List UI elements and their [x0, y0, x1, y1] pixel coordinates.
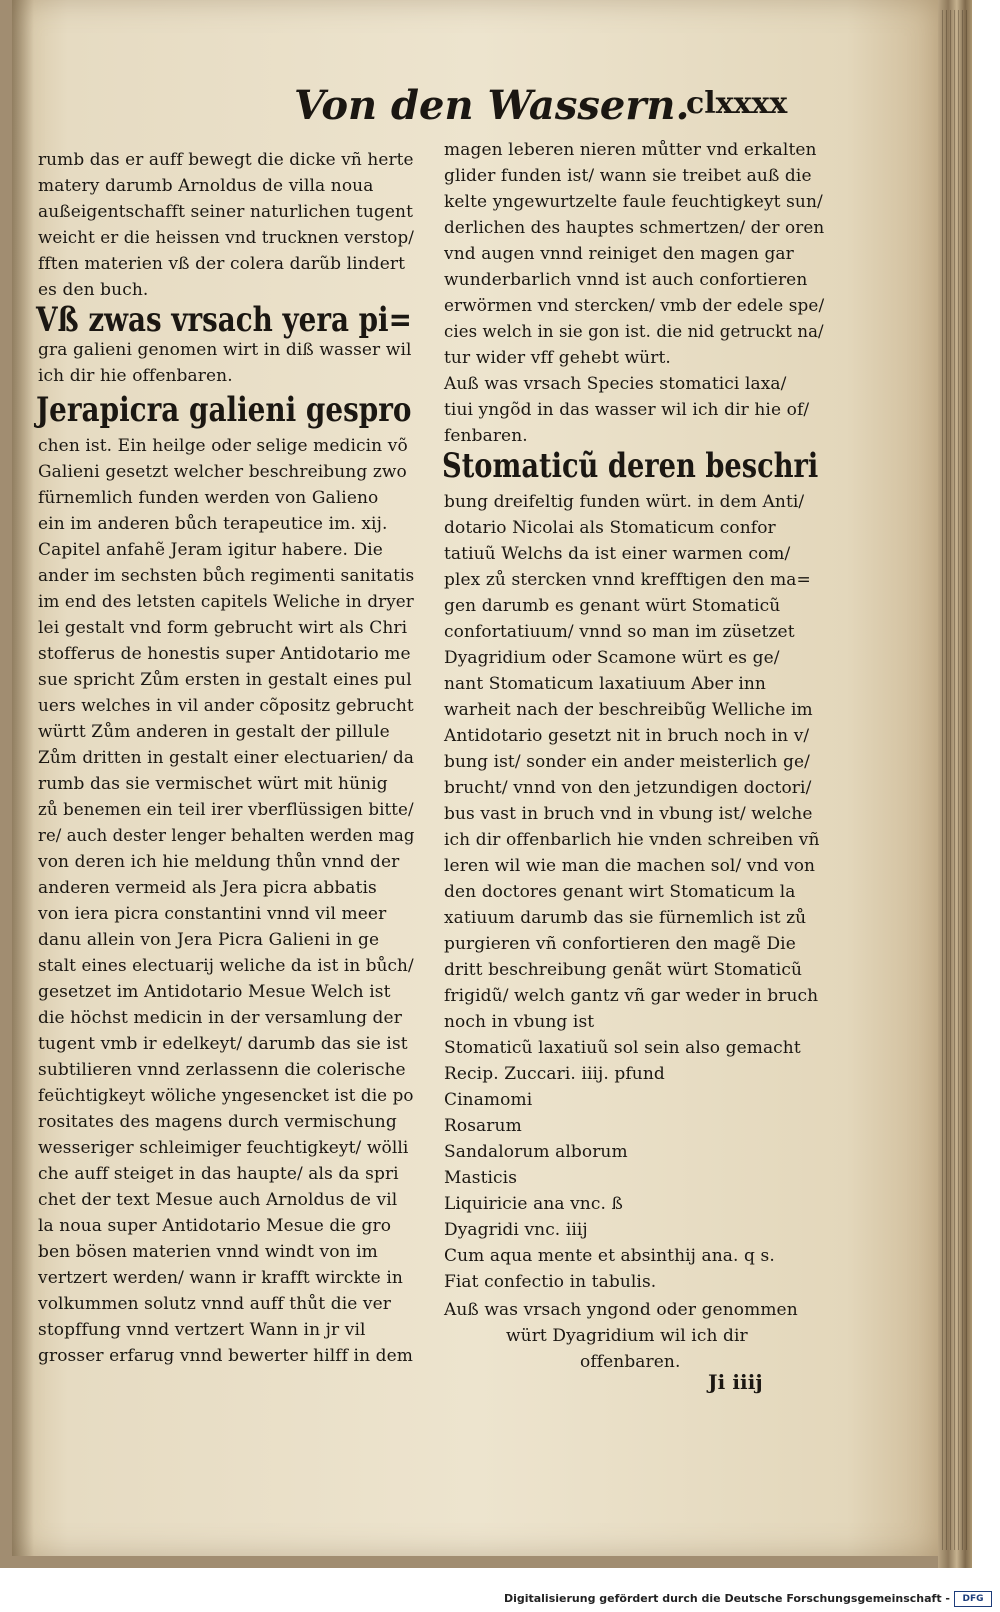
recipe-line: Fiat confectio in tabulis. [444, 1272, 657, 1292]
text-line: lei gestalt vnd form gebrucht wirt als Chri [38, 618, 408, 638]
digitization-credit: Digitalisierung gefördert durch die Deutsche Forschungsgemeinschaft - [503, 1592, 950, 1605]
text-line: weicht er die heissen vnd trucknen verstop/ [38, 228, 414, 248]
text-line: re/ auch dester lenger behalten werden mag [38, 826, 415, 846]
text-line: grosser erfarug vnnd bewerter hilff in dem [38, 1346, 414, 1366]
text-line: kelte yngewurtzelte faule feuchtigkeyt sun/ [444, 192, 823, 212]
text-line: vnd augen vnnd reiniget den magen gar [444, 244, 794, 264]
text-line: bus vast in bruch vnd in vbung ist/ welche [444, 804, 813, 824]
text-line: che auff steiget in das haupte/ als da spri [38, 1164, 399, 1184]
text-line: nant Stomaticum laxatiuum Aber inn [444, 674, 766, 694]
text-line: derlichen des hauptes schmertzen/ der oren [444, 218, 825, 238]
text-line: ein im anderen bůch terapeutice im. xij. [38, 514, 388, 534]
text-line: xatiuum darumb das sie fürnemlich ist zů [444, 908, 807, 928]
text-line: frigidũ/ welch gantz vñ gar weder in bruch [444, 986, 819, 1006]
text-line: offenbaren. [580, 1352, 681, 1372]
text-line: warheit nach der beschreibũg Welliche im [444, 700, 813, 720]
text-line: glider funden ist/ wann sie treibet auß die [444, 166, 812, 186]
text-line: Antidotario gesetzt nit in bruch noch in v/ [444, 726, 810, 746]
text-line: leren wil wie man die machen sol/ vnd von [444, 856, 816, 876]
recipe-line: Stomaticũ laxatiuũ sol sein also gemacht [444, 1038, 801, 1058]
text-line: Auß was vrsach Species stomatici laxa/ [444, 374, 787, 394]
page-edge-lines [942, 10, 968, 1550]
text-line: Galieni gesetzt welcher beschreibung zwo [38, 462, 407, 482]
text-line: noch in vbung ist [444, 1012, 595, 1032]
text-line: purgieren vñ confortieren den magẽ Die [444, 934, 796, 954]
text-line: fenbaren. [444, 426, 528, 446]
text-line: tiui yngõd in das wasser wil ich dir hie of/ [444, 400, 810, 420]
text-line: wunderbarlich vnnd ist auch confortieren [444, 270, 808, 290]
text-line: stofferus de honestis super Antidotario me [38, 644, 411, 664]
text-line: Zům dritten in gestalt einer electuarien/ da [38, 748, 415, 768]
text-line: ander im sechsten bůch regimenti sanitatis [38, 566, 415, 586]
text-line: rumb das er auff bewegt die dicke vñ herte [38, 150, 414, 170]
text-line: danu allein von Jera Picra Galieni in ge [38, 930, 380, 950]
recipe-line: Liquiricie ana vnc. ß [444, 1194, 623, 1214]
text-line: rositates des magens durch vermischung [38, 1112, 397, 1132]
recipe-line: Dyagridi vnc. iiij [444, 1220, 588, 1240]
text-line: sue spricht Zům ersten in gestalt eines pul [38, 670, 412, 690]
text-line: im end des letsten capitels Weliche in dryer [38, 592, 414, 612]
recipe-line: Rosarum [444, 1116, 522, 1136]
recipe-line: Cinamomi [444, 1090, 533, 1110]
section-heading: Jerapicra galieni gespro [36, 390, 412, 430]
text-line: von iera picra constantini vnnd vil meer [38, 904, 387, 924]
text-line: außeigentschafft seiner naturlichen tugent [38, 202, 414, 222]
text-line: gra galieni genomen wirt in diß wasser wil [38, 340, 412, 360]
section-heading: Vß zwas vrsach yera pi= [36, 300, 412, 340]
text-line: erwörmen vnd stercken/ vmb der edele spe/ [444, 296, 825, 316]
recipe-line: Sandalorum alborum [444, 1142, 628, 1162]
text-line: stalt eines electuarij weliche da ist in bůch/ [38, 956, 414, 976]
gutter-shadow [12, 0, 34, 1556]
text-line: zů benemen ein teil irer vberflüssigen bitte/ [38, 800, 414, 820]
text-line: dritt beschreibung genãt würt Stomaticũ [444, 960, 803, 980]
text-line: chen ist. Ein heilge oder selige medicin võ [38, 436, 408, 456]
text-line: ben bösen materien vnnd windt von im [38, 1242, 378, 1262]
text-line: würt Dyagridium wil ich dir [506, 1326, 748, 1346]
text-line: chet der text Mesue auch Arnoldus de vil [38, 1190, 398, 1210]
running-title: Von den Wassern. [294, 82, 690, 129]
text-line: ich dir hie offenbaren. [38, 366, 233, 386]
text-line: tugent vmb ir edelkeyt/ darumb das sie ist [38, 1034, 408, 1054]
text-line: es den buch. [38, 280, 149, 300]
folio-number: clxxxx [686, 86, 788, 121]
text-line: bung ist/ sonder ein ander meisterlich ge/ [444, 752, 810, 772]
text-line: von deren ich hie meldung thůn vnnd der [38, 852, 400, 872]
text-line: uers welches in vil ander cõpositz gebrucht [38, 696, 414, 716]
text-line: den doctores genant wirt Stomaticum la [444, 882, 796, 902]
text-line: cies welch in sie gon ist. die nid getruckt na/ [444, 322, 824, 342]
text-line: volkummen solutz vnnd auff thůt die ver [38, 1294, 392, 1314]
text-line: brucht/ vnnd von den jetzundigen doctori/ [444, 778, 812, 798]
text-line: magen leberen nieren můtter vnd erkalten [444, 140, 817, 160]
text-line: vertzert werden/ wann ir krafft wirckte in [38, 1268, 403, 1288]
text-line: die höchst medicin in der versamlung der [38, 1008, 402, 1028]
text-line: stopffung vnnd vertzert Wann in jr vil [38, 1320, 366, 1340]
signature-mark: Ji iiij [708, 1370, 763, 1394]
text-line: matery darumb Arnoldus de villa noua [38, 176, 374, 196]
text-line: plex zů stercken vnnd krefftigen den ma= [444, 570, 811, 590]
recipe-line: Masticis [444, 1168, 518, 1188]
recipe-line: Cum aqua mente et absinthij ana. q s. [444, 1246, 775, 1266]
text-line: subtilieren vnnd zerlassenn die colerische [38, 1060, 406, 1080]
text-line: fften materien vß der colera darũb lindert [38, 254, 406, 274]
text-line: Auß was vrsach yngond oder genommen [444, 1300, 798, 1320]
text-line: Dyagridium oder Scamone würt es ge/ [444, 648, 780, 668]
text-line: tur wider vff gehebt würt. [444, 348, 671, 368]
recipe-line: Recip. Zuccari. iiij. pfund [444, 1064, 665, 1084]
text-line: gen darumb es genant würt Stomaticũ [444, 596, 781, 616]
text-line: ich dir offenbarlich hie vnden schreiben vñ [444, 830, 820, 850]
section-heading: Stomaticũ deren beschri [442, 446, 819, 486]
dfg-logo: DFG [954, 1591, 992, 1607]
text-line: tatiuũ Welchs da ist einer warmen com/ [444, 544, 791, 564]
text-line: la noua super Antidotario Mesue die gro [38, 1216, 392, 1236]
text-line: württ Zům anderen in gestalt der pillule [38, 722, 390, 742]
text-line: fürnemlich funden werden von Galieno [38, 488, 379, 508]
text-line: confortatiuum/ vnnd so man im züsetzet [444, 622, 795, 642]
text-line: feüchtigkeyt wöliche yngesencket ist die po [38, 1086, 414, 1106]
text-line: dotario Nicolai als Stomaticum confor [444, 518, 776, 538]
text-line: rumb das sie vermischet würt mit hünig [38, 774, 388, 794]
text-line: anderen vermeid als Jera picra abbatis [38, 878, 377, 898]
text-line: wesseriger schleimiger feuchtigkeyt/ wölli [38, 1138, 409, 1158]
text-line: bung dreifeltig funden würt. in dem Anti/ [444, 492, 805, 512]
text-line: Capitel anfahẽ Jeram igitur habere. Die [38, 540, 383, 560]
text-line: gesetzet im Antidotario Mesue Welch ist [38, 982, 391, 1002]
